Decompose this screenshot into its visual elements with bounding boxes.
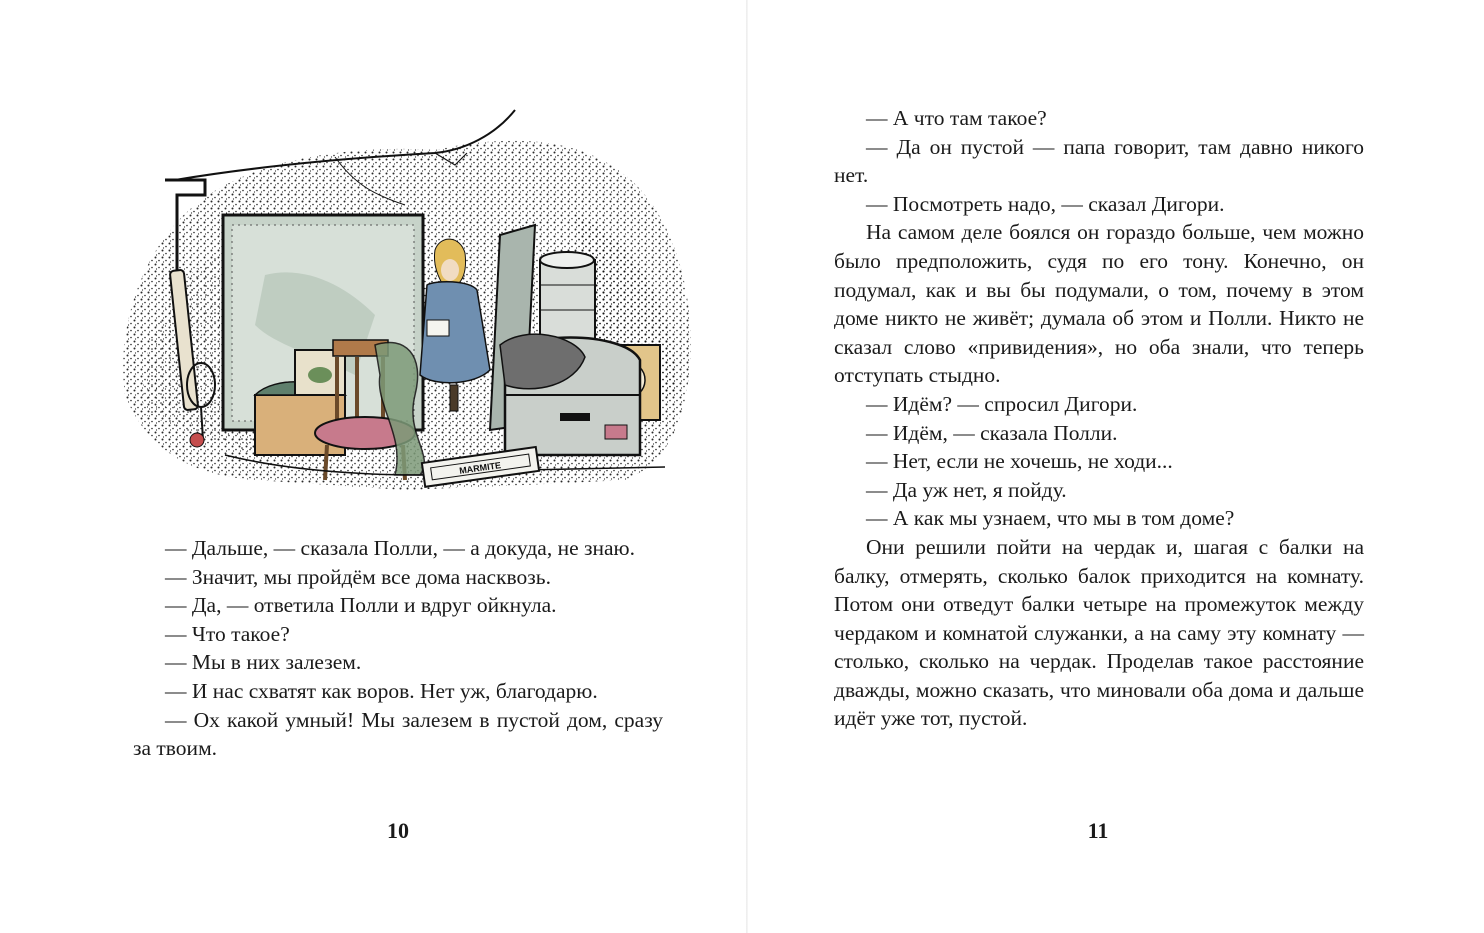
left-paragraph-2: — Значит, мы пройдём все дома насквозь. [165,564,551,589]
left-paragraph-6: — И нас схватят как воров. Нет уж, благодарю. [165,678,598,703]
right-paragraph-3: — Посмотреть надо, — сказал Дигори. [866,191,1225,216]
right-paragraph-7: — Нет, если не хочешь, не ходи... [866,449,1173,474]
right-paragraph-1: — А что там такое? [866,106,1047,130]
right-paragraph-6: — Идём, — сказала Полли. [866,420,1118,445]
page-number-right: 11 [1087,818,1109,843]
page-number-left: 10 [387,818,409,843]
left-paragraph-5: — Мы в них залезем. [165,650,362,675]
left-paragraph-3: — Да, — ответила Полли и вдруг ойкнула. [165,593,557,618]
right-paragraph-10: Они решили пойти на чердак и, шагая с балки на балку, отмерять, сколько балок приходится на комнату. Потом они отведут балки четыре на промежуток между чердаком и комнатой служанки, а на саму эту комнату — столько, сколько на чердак. Проделав такое расстояние дважды, можно сказать, что миновали оба дома и дальше идёт уже тот, пустой. [834,534,1364,731]
right-paragraph-5: — Идём? — спросил Дигори. [866,391,1138,416]
right-page-text [834,104,1364,733]
left-paragraph-4: — Что такое? [165,621,290,646]
right-paragraph-8: — Да уж нет, я пойду. [866,477,1067,502]
right-paragraph-4: На самом деле боялся он гораздо больше, чем можно было предположить, судя по его тону. Конечно, он подумал, как и вы бы подумали, о том, почему в этом доме никто не живёт; думала об этом и Полли. Никто не сказал слово «привидения», но оба знали, что теперь отступать стыдно. [834,220,1364,388]
left-page-text [133,534,663,763]
left-paragraph-1: — Дальше, — сказала Полли, — а докуда, не знаю. [165,536,635,560]
attic-illustration-icon [105,95,705,505]
left-paragraph-7: — Ох какой умный! Мы залезем в пустой дом, сразу за твоим. [133,707,663,761]
right-paragraph-9: — А как мы узнаем, что мы в том доме? [866,506,1235,531]
right-page [748,0,1484,933]
door-plaque-text: MARMITE [458,460,502,476]
right-paragraph-2: — Да он пустой — папа говорит, там давно никого нет. [834,134,1364,188]
